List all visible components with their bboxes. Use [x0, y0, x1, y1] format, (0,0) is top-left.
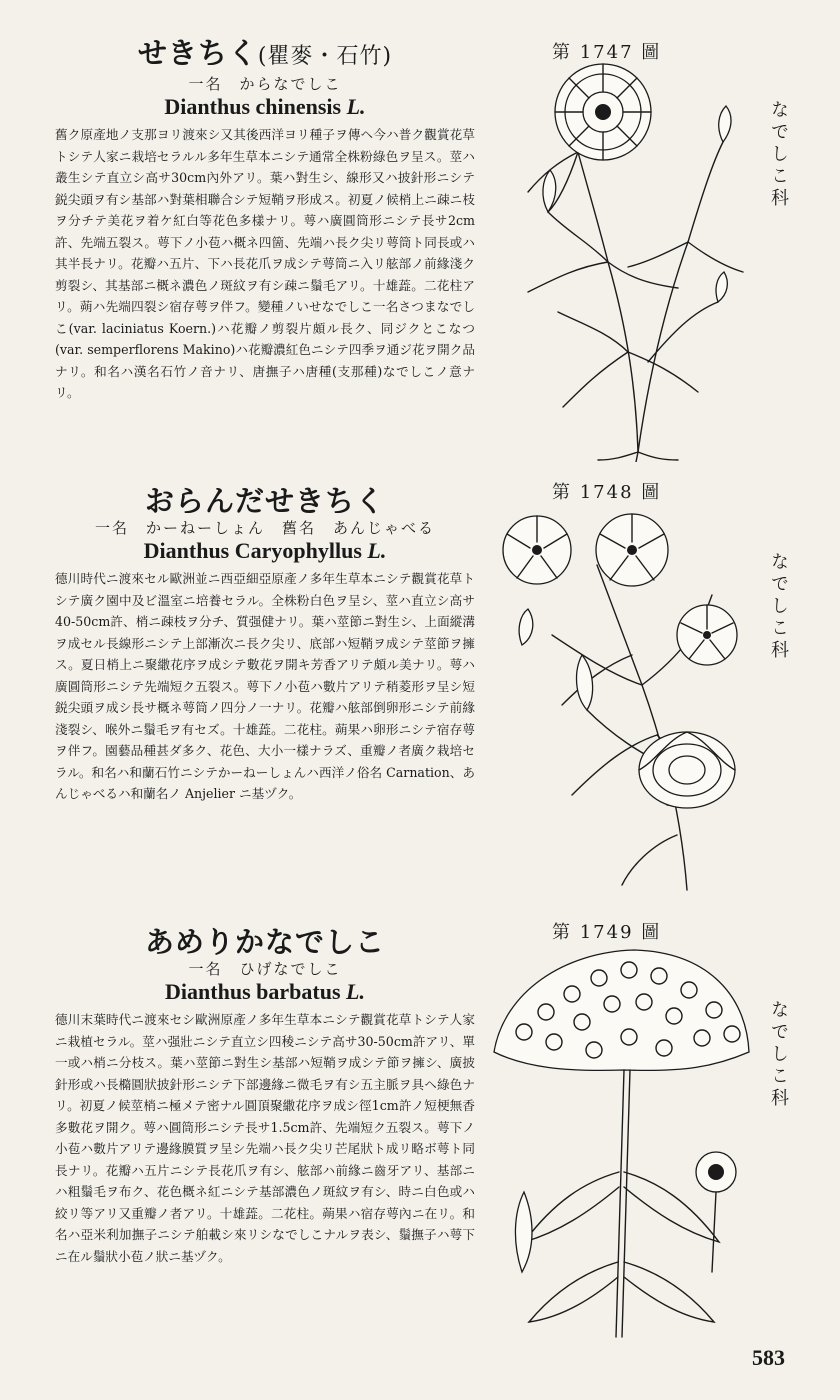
entry-title [55, 36, 475, 74]
entry-description: 舊ク原產地ノ支那ヨリ渡來シ又其後西洋ヨリ種子ヲ傳ヘ今ハ普ク觀賞花草トシテ人家ニ栽培セラルル多年生草本ニシテ通常全株粉綠色ヲ呈ス。莖ハ叢生シテ直立シ高サ30cm內外アリ。葉ハ對生シ、線形又ハ披針形ニシテ鋭尖頭ヲ有シ基部ハ對葉相聯合シテ短鞘ヲ形成ス。初夏ノ候梢上ニ疎ニ枝ヲ分チテ美花ヲ着ケ紅白等花色多樣ナリ。萼ハ廣圓筒形ニシテ長サ2cm許、先端五裂ス。萼下ノ小苞ハ概ネ四箇、先端ハ長ク尖リ萼筒ト同長或ハ其半長ナリ。花瓣ハ五片、下ハ長花爪ヲ成シテ萼筒ニ入リ舷部ノ前緣淺ク剪裂シ、其基部ニ概ネ濃色ノ斑紋ヲ有シ疎ニ鬚毛アリ。十雄蕋。二花柱アリ。蒴ハ先端四裂シ宿存萼ヲ伴フ。變種ノいせなでしこ一名さつまなでしこ(var. laciniatus Koern.)ハ花瓣ノ剪裂片頗ル長ク、同ジクとこなつ(var. semperflorens Makino)ハ花瓣濃紅色ニシテ四季ヲ通ジ花ヲ開ク品ナリ。和名ハ漢名石竹ノ音ナリ、唐撫子ハ唐種(支那種)なでしこノ意ナリ。 [55, 127, 475, 400]
entry-alias: 一名 かーねーしょん 舊名 あんじゃべる [94, 519, 435, 537]
figure-label-1748: 第 1748 圖 [552, 482, 662, 503]
family-label: なでしこ科 [768, 552, 789, 662]
entry-description: 德川末葉時代ニ渡來セシ歐洲原產ノ多年生草本ニシテ觀賞花草トシテ人家ニ栽植セラル。莖ハ强壯ニシテ直立シ四稜ニシテ高サ30-50cm許アリ、單一或ハ梢ニ分枝ス。葉ハ莖節ニ對生シ基部ハ短鞘ヲ成シテ節ヲ擁シ、廣披針形或ハ長橢圓狀披針形ニシテ下部邊緣ニ微毛ヲ有シ五主脈ヲ具ヘ綠色ナリ。初夏ノ候莖梢ニ極メテ密ナル圓頂聚繖花序ヲ成シ徑1cm許ノ短梗無香多數花ヲ開ク。萼ハ圓筒形ニシテ長サ1.5cm許、先端短ク五裂ス。萼下ノ小苞ハ數片アリテ邊緣膜質ヲ呈シ先端ハ長ク尖リ芒尾狀ト成リ略ボ萼ト同長ナリ。花瓣ハ五片ニシテ長花爪ヲ有シ、舷部ハ前緣ニ齒牙アリ、基部ニハ粗鬚毛ヲ布ク、花色概ネ紅ニシテ基部濃色ノ斑紋ヲ有シ、時ニ白色或ハ絞リ等アリ又重瓣ノ者アリ。十雄蕋。二花柱。蒴果ハ宿存萼內ニ在リ。和名ハ亞米利加撫子ニシテ舶載シ來リシなでしこナルヲ表シ、鬚撫子ハ萼下ニ在ル鬚狀小苞ノ狀ニ基ヅク。 [55, 1012, 475, 1264]
family-label: なでしこ科 [768, 100, 789, 210]
entry-alias: 一名 ひげなでしこ [188, 960, 342, 978]
entry-title: おらんだせきちく [144, 484, 385, 518]
entry-latin-name [55, 94, 475, 120]
latin-binomial: Dianthus barbatus [165, 979, 341, 1004]
entry-title-kana: せきちく [137, 36, 258, 70]
entry-latin-name [55, 538, 475, 564]
entry-description: 德川時代ニ渡來セル歐洲並ニ西亞細亞原產ノ多年生草本ニシテ觀賞花草トシテ廣ク園中及ビ溫室ニ培養セラル。全株粉白色ヲ呈シ、莖ハ直立シ高サ40-50cm許、梢ニ疎枝ヲ分チ、質强健ナリ。葉ハ莖節ニ對生シ、上面縱溝ヲ成セル長線形ニシテ上部漸次ニ長ク尖リ、底部ハ短鞘ヲ成シテ莖節ヲ擁ス。夏日梢上ニ聚繖花序ヲ成シテ數花ヲ開キ芳香アリテ頗ル美ナリ。萼ハ廣圓筒形ニシテ先端短ク五裂ス。萼下ノ小苞ハ數片アリテ稍菱形ヲ呈シ短鋭尖頭ヲ成シ長サ概ネ萼筒ノ四分ノ一ナリ。花瓣ハ舷部倒卵形ニシテ前緣淺裂シ、喉外ニ鬚毛ヲ有セズ。十雄蕋。二花柱。蒴果ハ卵形ニシテ宿存萼ヲ伴フ。園藝品種甚ダ多ク、花色、大小一樣ナラズ、重瓣ノ者廣ク栽培セラル。和名ハ和蘭石竹ニシテかーねーしょんハ西洋ノ俗名 Carnation、あんじゃべるハ和蘭名ノ Anjelier ニ基ヅク。 [55, 571, 475, 801]
latin-binomial: Dianthus chinensis [164, 94, 342, 119]
figure-label-1747: 第 1747 圖 [552, 42, 662, 63]
latin-author: L. [346, 94, 366, 119]
entry-latin-name [55, 979, 475, 1005]
latin-binomial: Dianthus Caryophyllus [143, 538, 362, 563]
entry-amerikanadeshiko [55, 925, 475, 1267]
botanical-illustration-dianthus-barbatus [484, 942, 759, 1342]
botanical-illustration-dianthus-chinensis [488, 62, 758, 462]
botanical-illustration-dianthus-caryophyllus [482, 505, 762, 895]
family-label: なでしこ科 [768, 1000, 789, 1110]
figure-label-1749: 第 1749 圖 [552, 922, 662, 943]
entry-title: あめりかなでしこ [144, 925, 385, 959]
latin-author: L. [346, 979, 365, 1004]
entry-title-kanji: (瞿麥・石竹) [257, 44, 393, 69]
page-number: 583 [752, 1345, 785, 1370]
entry-orandasekichiku [55, 484, 475, 805]
entry-alias: 一名 からなでしこ [188, 75, 342, 93]
entry-sekichiku [55, 36, 475, 404]
latin-author: L. [367, 538, 387, 563]
